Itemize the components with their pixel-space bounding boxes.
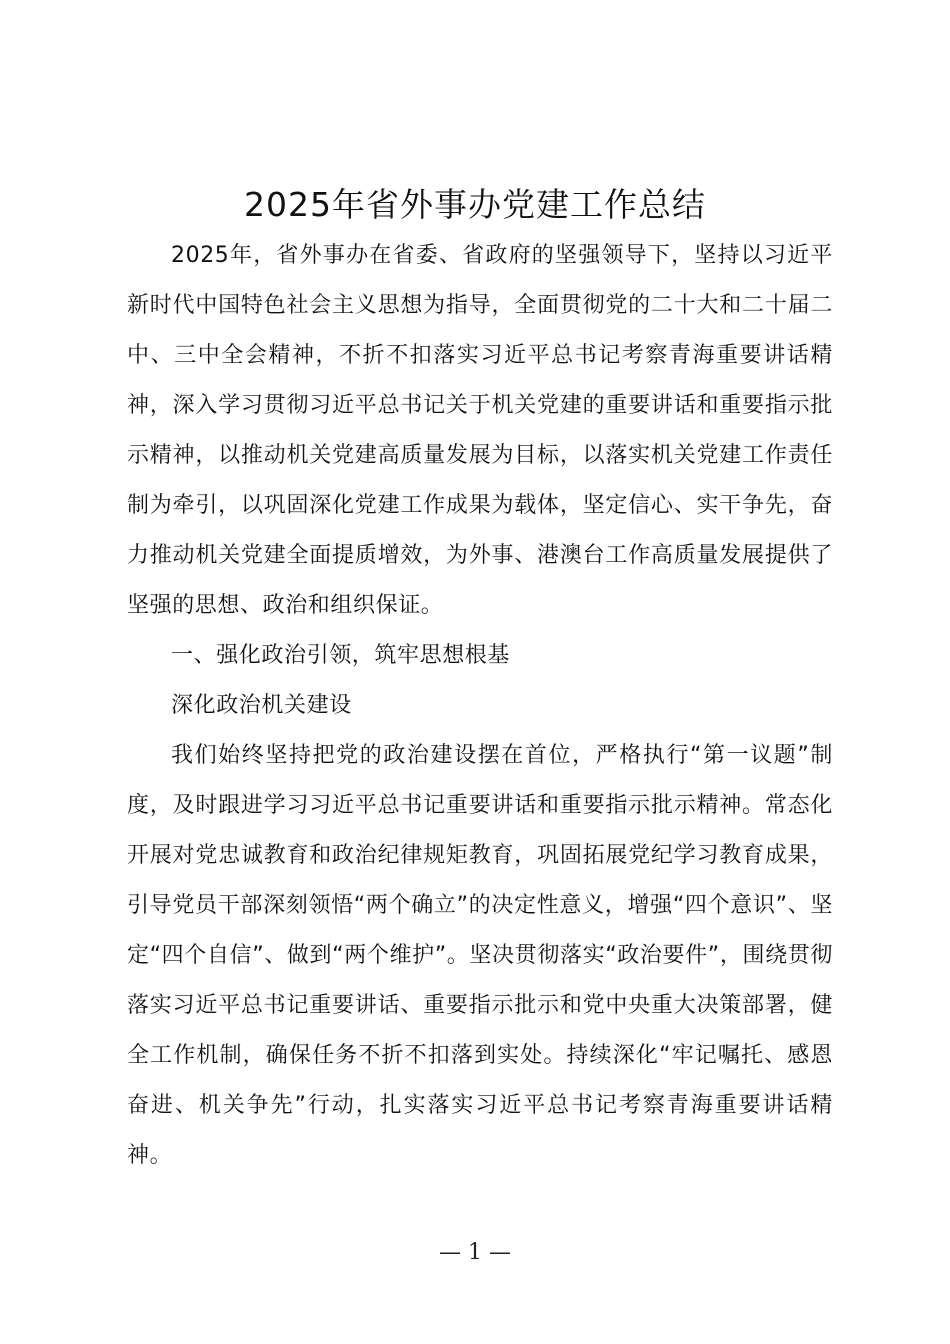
section-body-paragraph: 我们始终坚持把党的政治建设摆在首位，严格执行“第一议题”制度，及时跟进学习习近平总书记重要讲话和重要指示批示精神。常态化开展对党忠诚教育和政治纪律规矩教育，巩固拓展党纪学习教育成果，引导党员干部深刻领悟“两个确立”的决定性意义，增强“四个意识”、坚定“四个自信”、做到“两个维护”。坚决贯彻落实“政治要件”，围绕贯彻落实习近平总书记重要讲话、重要指示批示和党中央重大决策部署，健全工作机制，确保任务不折不扣落到实处。持续深化“牢记嘱托、感恩奋进、机关争先”行动，扎实落实习近平总书记考察青海重要讲话精神。: [127, 743, 833, 1168]
document-title: 2025年省外事办党建工作总结: [244, 185, 706, 224]
page-number: — 1 —: [439, 1240, 511, 1265]
section-heading: 一、强化政治引领，筑牢思想根基: [171, 643, 511, 668]
intro-paragraph: 2025年，省外事办在省委、省政府的坚强领导下，坚持以习近平新时代中国特色社会主义思想为指导，全面贯彻党的二十大和二十届二中、三中全会精神，不折不扣落实习近平总书记考察青海重要讲话精神，深入学习贯彻习近平总书记关于机关党建的重要讲话和重要指示批示精神，以推动机关党建高质量发展为目标，以落实机关党建工作责任制为牵引，以巩固深化党建工作成果为载体，坚定信心、实干争先，奋力推动机关党建全面提质增效，为外事、港澳台工作高质量发展提供了坚强的思想、政治和组织保证。: [127, 243, 833, 618]
section-subheading: 深化政治机关建设: [171, 693, 352, 718]
document-body: [127, 231, 833, 1181]
